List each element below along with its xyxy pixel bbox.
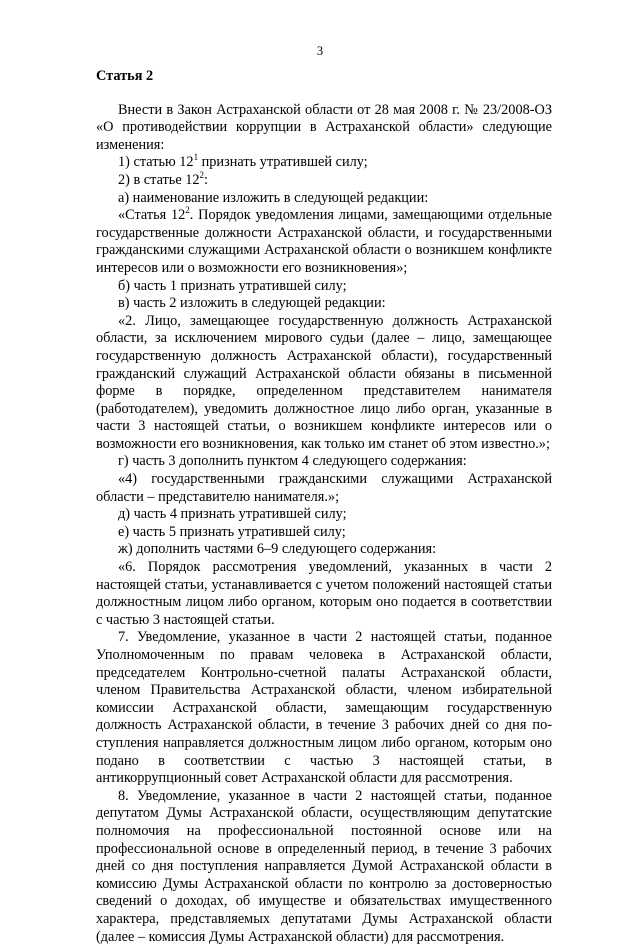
paragraph [96,453,552,471]
paragraph-text: Внести в Закон Астраханской области от 28 мая 2008 г. № 23/2008-ОЗ «О противодействии коррупции в Астраханской области» следующие изменения: [96,101,552,153]
paragraph-text: «4) государственными гражданскими служащими Астраханской области – представителю нанимателя.»; [96,471,552,505]
article-heading: Статья 2 [96,68,154,84]
paragraph [96,172,552,190]
paragraph-text: «2. Лицо, замещающее государственную должность Астраханской области, за исключением мирового судьи (далее – лицо, замещающее государственную должность Астраханской области), государственный гражданский служащий Астраханской области обязаны в письменной форме в порядке, определенном представителем нанимателя (работодателем), уведомить должностное лицо либо орган, указанные в части 3 настоящей статьи, о возникшем конфликте интересов или о возможности его возникновения, как только им станет об этом известно.»; [96,312,552,452]
paragraph [96,313,552,454]
document-body [96,68,552,946]
paragraph-text: а) наименование изложить в следующей редакции: [118,189,429,206]
paragraph-text: г) часть 3 дополнить пунктом 4 следующего содержания: [118,453,467,470]
paragraph-text: «6. Порядок рассмотрения уведомлений, указанных в части 2 настоящей статьи, устанавливается с учетом положений настоящей статьи должностным лицом либо органом, которым оно подается в соответствии с частью 3 настоящей статьи. [96,559,552,628]
paragraph [96,788,552,946]
superscript: 2 [199,170,205,181]
paragraph [96,541,552,559]
paragraph-text: в) часть 2 изложить в следующей редакции: [118,295,386,312]
paragraph-text: «Статья 12 [118,207,186,224]
paragraph-text-tail: : [204,171,209,188]
paragraph-text: 8. Уведомление, указанное в части 2 настоящей статьи, поданное депутатом Думы Астраханской области, осуществляющим депутатские полномочия на профессиональной постоянной основе или на профессиональной основе в определенный период, в течение 3 рабочих дней со дня поступления направляется Думой Астраханской области в комиссию Думы Астраханской области по контролю за достоверностью сведений о доходах, об имуществе и обязательствах имущественного характера, представляемых депутатами Думы Астраханской области (далее – комиссия Думы Астраханской области) для рассмотрения. [96,787,552,945]
paragraph [96,506,552,524]
paragraph-list [96,102,552,946]
paragraph-text-tail: . Порядок уведомления лицами, замещающими отдельные государственные должности Астраханской области, и государственными гражданскими служащими Астраханской области о возникшем конфликте интересов или о возможности его возникновения»; [96,207,552,276]
paragraph-text: д) часть 4 признать утратившей силу; [118,506,347,523]
paragraph-text: 7. Уведомление, указанное в части 2 настоящей статьи, поданное Уполномоченным по правам человека в Астраханской области, председателем Контрольно-счетной палаты Астраханской области, членом Правительства Астраханской области, членом избирательной комиссии Астраханской области, замещающим государственную должность Астраханской области, в течение 3 рабочих дней со дня поступления направляется должностным лицом либо органом, которым оно подано в соответствии с частью 3 настоящей статьи, в антикоррупционный совет Астраханской области для рассмотрения. [96,629,552,787]
superscript: 1 [193,152,199,163]
paragraph [96,154,552,172]
paragraph [96,278,552,296]
paragraph [96,207,552,277]
page-number: 3 [316,44,324,58]
paragraph [96,295,552,313]
paragraph-text: 1) статью 12 [118,154,194,171]
paragraph-text: 2) в статье 12 [118,171,200,188]
paragraph-text-tail: признать утратившей силу; [198,154,368,171]
paragraph [96,559,552,629]
paragraph [96,190,552,208]
paragraph [96,629,552,787]
paragraph-text: б) часть 1 признать утратившей силу; [118,277,347,294]
paragraph-text: ж) дополнить частями 6–9 следующего содержания: [118,541,437,558]
superscript: 2 [185,205,190,216]
paragraph [96,524,552,542]
paragraph [96,102,552,155]
paragraph [96,471,552,506]
paragraph-text: е) часть 5 признать утратившей силу; [118,523,346,540]
